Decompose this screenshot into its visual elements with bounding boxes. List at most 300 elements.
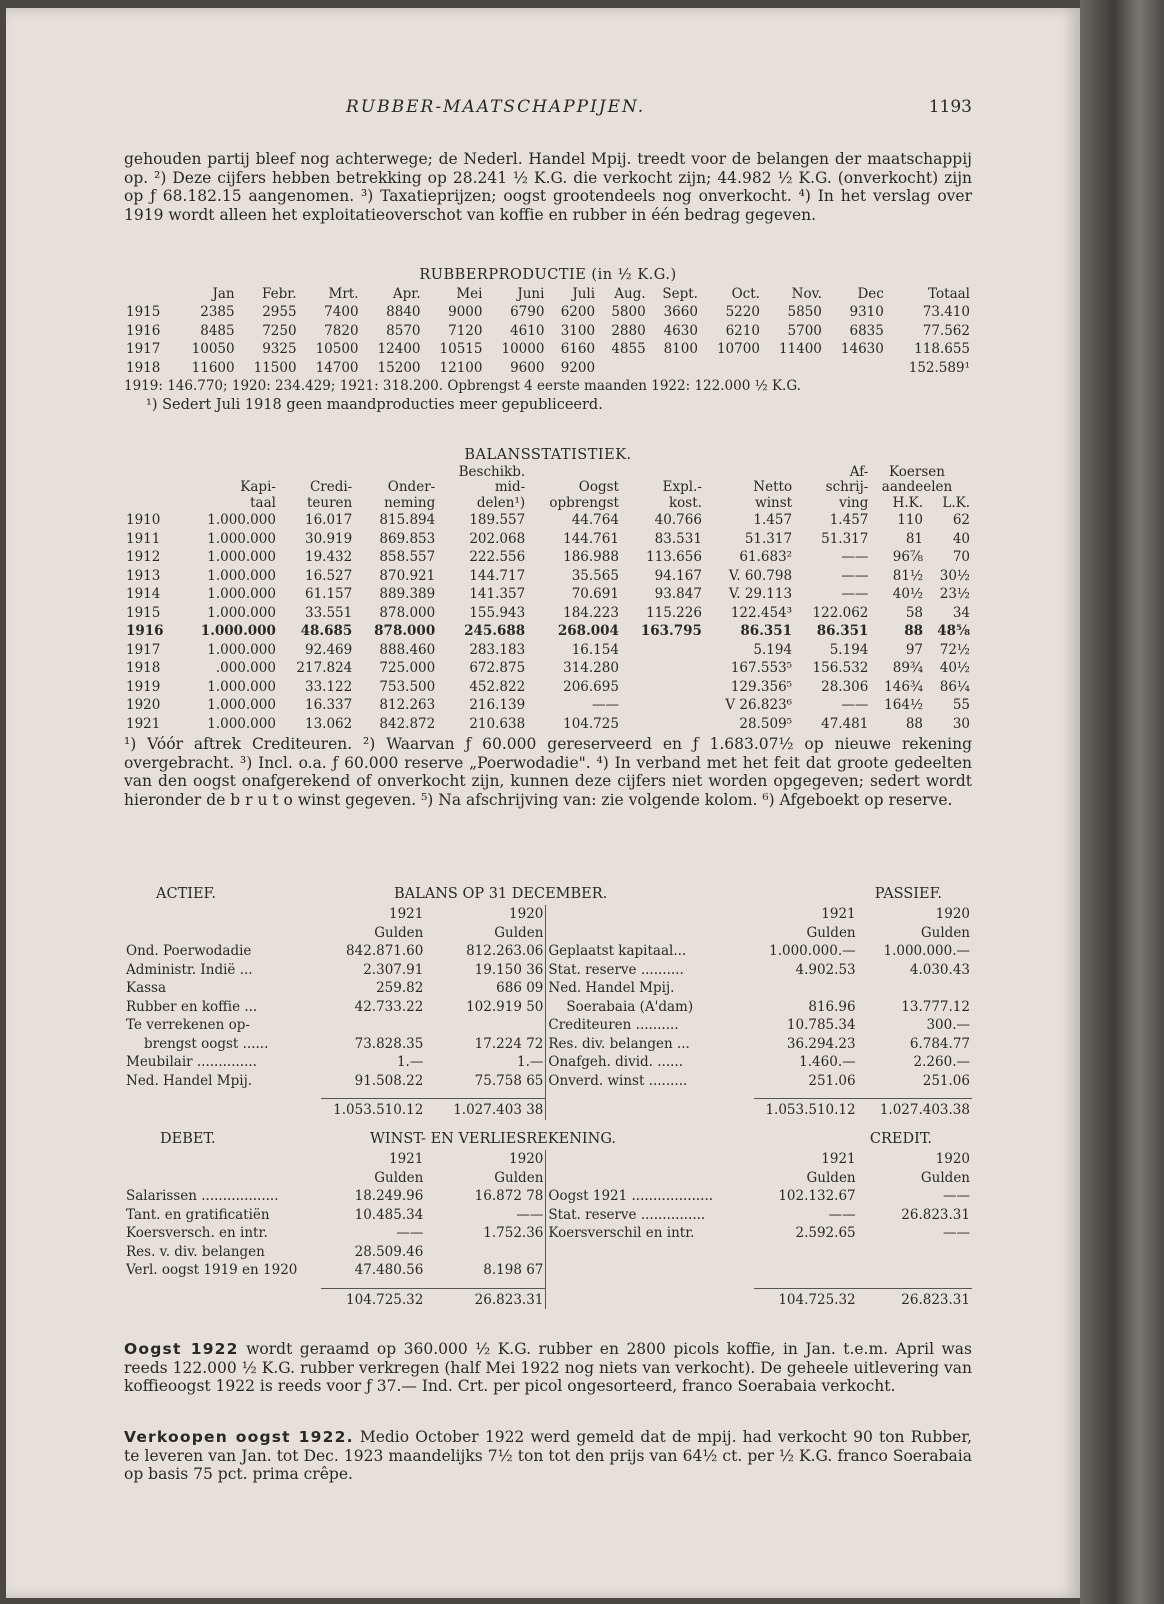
production-header-cell: Aug.	[614, 285, 646, 302]
bs-right-cell: 251.06	[808, 1072, 856, 1089]
pl-right-cell: ——	[828, 1206, 856, 1223]
bs-currency-right-1920: Gulden	[920, 924, 970, 941]
production-cell: 7250	[262, 322, 297, 339]
bs-currency-right-1921: Gulden	[806, 924, 856, 941]
balance-stats-row	[124, 604, 972, 623]
production-section	[124, 266, 972, 414]
balance-stats-section	[124, 446, 972, 809]
balance-stats-header-cell: Expl.- kost.	[662, 479, 702, 511]
production-cell: 7120	[448, 322, 483, 339]
balance-stats-cell: 28.509⁵	[739, 715, 793, 732]
balance-stats-cell: 222.556	[469, 549, 526, 565]
balance-stats-cell: 55	[952, 697, 970, 713]
production-header-cell: Sept.	[662, 285, 698, 302]
production-header-cell: Febr.	[262, 285, 297, 302]
balance-stats-cell: 94.167	[654, 567, 702, 584]
balance-stats-cell: 70.691	[571, 586, 619, 602]
production-cell: 7820	[324, 322, 359, 339]
production-table	[124, 285, 972, 378]
bs-left-cell: 42.733.22	[354, 998, 424, 1015]
balance-stats-cell: 51.317	[821, 530, 869, 547]
bs-left-cell: 102.919 50	[425, 998, 546, 1017]
pl-row	[124, 1187, 972, 1206]
balance-stats-cell: 155.943	[469, 604, 526, 621]
pl-row	[124, 1261, 972, 1280]
production-cell: 6835	[849, 322, 884, 339]
balance-stats-cell: 268.004	[557, 623, 619, 639]
balance-stats-header-cell: Netto winst	[753, 479, 793, 511]
production-header-cell: Oct.	[731, 285, 760, 302]
bs-left-cell	[321, 1016, 425, 1035]
pl-left-cell: 28.509.46	[354, 1243, 424, 1260]
balance-stats-cell: 1916	[126, 623, 164, 639]
bs-total-right-1921: 1.053.510.12	[754, 1099, 858, 1120]
pl-totals-blank	[124, 1288, 321, 1309]
production-cell: 6790	[510, 304, 545, 320]
pl-year-1920-right: 1920	[935, 1151, 970, 1167]
balance-stats-cell: 1.000.000	[207, 641, 276, 658]
balance-stats-cell: 189.557	[469, 512, 526, 528]
balance-stats-cell: 113.656	[646, 549, 702, 565]
pl-left-cell: Res. v. div. belangen	[126, 1243, 265, 1260]
koersen-header: Koersen aandeelen	[881, 463, 953, 495]
balance-stats-cell: 110	[897, 512, 924, 528]
balance-stats-header-cell: Kapi- taal	[240, 479, 276, 511]
bs-right-cell: 4.030.43	[909, 961, 970, 978]
production-cell: 8570	[386, 322, 421, 339]
balance-stats-cell: 48.685	[300, 623, 353, 639]
balance-stats-cell: 210.638	[469, 715, 526, 732]
bs-left-cell: Ned. Handel Mpij.	[126, 1072, 253, 1089]
bs-row	[124, 998, 972, 1017]
production-cell: 15200	[377, 359, 421, 376]
bs-right-cell	[754, 979, 858, 998]
bs-right-cell: Onafgeh. divid. ......	[548, 1054, 683, 1070]
production-cell: 8485	[200, 322, 235, 339]
balance-stats-cell: 1921	[126, 715, 161, 732]
balance-stats-cell: 23½	[939, 586, 970, 602]
balance-stats-cell: 206.695	[563, 678, 619, 695]
balance-stats-cell: 753.500	[379, 678, 436, 695]
production-title: RUBBERPRODUCTIE (in ½ K.G.)	[419, 267, 677, 283]
pl-currency-left-1920: Gulden	[425, 1169, 546, 1188]
pl-left-cell: ——	[425, 1206, 546, 1225]
bs-right-cell: 1.000.000.—	[883, 943, 970, 959]
balance-stats-cell: 40.766	[654, 512, 702, 528]
balance-stats-cell: 34	[952, 604, 970, 621]
balance-stats-cell: 184.223	[563, 604, 619, 621]
pl-spacer-cell	[321, 1280, 425, 1289]
production-cell: 14630	[840, 341, 884, 357]
bs-totals-blank	[124, 1099, 321, 1120]
balance-stats-cell: 19.432	[305, 549, 353, 565]
production-cell: 2880	[611, 322, 646, 339]
bs-left-cell: 2.307.91	[363, 961, 424, 978]
pl-right-cell: Stat. reserve ...............	[548, 1206, 706, 1223]
production-cell: 9600	[510, 359, 545, 376]
balance-stats-header-cell: Oogst opbrengst	[549, 479, 619, 511]
bs-right-cell: 4.902.53	[795, 961, 856, 978]
intro-paragraph: gehouden partij bleef nog achterwege; de Nederl. Handel Mpij. treedt voor de belangen der maatschappij op. ²) Deze cijfers hebben betrekking op 28.241 ½ K.G. die verkocht zijn; 44.982 ½ K.G. (onverkocht) zijn op ƒ 68.182.15 aangenomen. ³) Taxatieprijzen; oogst grootendeels nog onverkocht. ⁴) In het verslag over 1919 wordt alleen het exploitatieoverschot van koffie en rubber in één bedrag gegeven.	[124, 150, 972, 224]
balance-stats-cell: 1.000.000	[207, 586, 276, 602]
pl-left-cell: 8.198 67	[425, 1261, 546, 1280]
production-cell: 6210	[725, 322, 760, 339]
balance-stats-cell: ——	[841, 549, 869, 565]
balance-stats-cell: 1.000.000	[207, 604, 276, 621]
production-cell: 6200	[560, 304, 596, 320]
pl-right-cell	[546, 1261, 754, 1280]
pl-left-cell: 16.872 78	[425, 1187, 546, 1206]
pl-section	[124, 1130, 972, 1309]
pl-right-cell	[858, 1261, 972, 1280]
verkoopen-paragraph	[124, 1428, 972, 1484]
pl-row	[124, 1243, 972, 1262]
balance-stats-cell: 672.875	[469, 660, 526, 676]
balance-stats-cell: 1915	[126, 604, 161, 621]
balance-stats-cell: V. 29.113	[728, 586, 793, 602]
bs-left-cell: 686 09	[425, 979, 546, 998]
balance-stats-cell: 93.847	[654, 586, 702, 602]
balance-stats-cell: 33.551	[305, 604, 353, 621]
balance-stats-row	[124, 530, 972, 549]
production-cell: 5220	[725, 304, 760, 320]
bs-left-cell: 259.82	[376, 980, 424, 996]
bs-right-cell: 816.96	[808, 998, 856, 1015]
pl-total-left-1921: 104.725.32	[321, 1288, 425, 1309]
balance-stats-cell: 115.226	[646, 604, 702, 621]
production-header-cell: Nov.	[791, 285, 822, 302]
balance-stats-cell: 89¾	[892, 660, 924, 676]
balance-stats-cell: ——	[841, 586, 869, 602]
production-header-cell: Apr.	[392, 285, 421, 302]
page-header	[124, 98, 972, 124]
balance-stats-cell: 122.062	[812, 604, 869, 621]
balance-stats-cell: 1.000.000	[207, 567, 276, 584]
production-cell: 11600	[191, 359, 235, 376]
production-note: 1919: 146.770; 1920: 234.429; 1921: 318.200. Opbrengst 4 eerste maanden 1922: 122.000 ½ K.G.	[124, 378, 801, 394]
pl-left-cell: 1.752.36	[425, 1224, 546, 1243]
balance-stats-cell: 81	[905, 530, 924, 547]
balance-stats-cell: 815.894	[379, 512, 436, 528]
production-row	[124, 322, 972, 341]
balance-stats-header-cell: L.K.	[942, 494, 970, 511]
pl-right-cell: 102.132.67	[778, 1188, 856, 1204]
balance-stats-cell: 869.853	[379, 530, 436, 547]
bs-left-cell: 91.508.22	[354, 1072, 424, 1089]
balance-stats-cell: 725.000	[379, 660, 436, 676]
balance-stats-cell: 245.688	[464, 623, 526, 639]
production-cell: 4630	[663, 322, 698, 339]
balance-stats-cell: 58	[905, 604, 924, 621]
balance-stats-cell: 889.389	[379, 586, 436, 602]
production-cell: 3100	[560, 322, 596, 339]
pl-spacer-row	[124, 1280, 972, 1289]
bs-right-cell: 13.777.12	[901, 998, 970, 1015]
bs-year-1921-right: 1921	[821, 906, 856, 922]
bs-left-cell: Administr. Indië ...	[126, 961, 253, 978]
verkoopen-block	[124, 1428, 972, 1484]
balance-stats-cell: 1917	[126, 641, 161, 658]
bs-left-cell: Rubber en koffie ...	[126, 998, 258, 1015]
production-cell: 5800	[611, 304, 646, 320]
bs-right-cell: 1.460.—	[799, 1054, 856, 1070]
bs-currency-left-1920: Gulden	[425, 924, 546, 943]
production-cell: 14700	[315, 359, 359, 376]
balance-stats-cell: 96⅞	[892, 549, 924, 565]
bs-row	[124, 979, 972, 998]
pl-total-left-1920: 26.823.31	[425, 1288, 546, 1309]
bs-left-cell: Meubilair ..............	[126, 1054, 257, 1070]
production-cell: 4855	[611, 341, 646, 357]
balance-stats-cell: 1.457	[753, 512, 793, 528]
bs-row	[124, 1053, 972, 1072]
balance-stats-cell: 44.764	[571, 512, 619, 528]
production-cell: 1916	[126, 322, 161, 339]
balance-stats-cell: 1.000.000	[200, 623, 276, 639]
balance-stats-cell: 16.527	[305, 567, 353, 584]
pl-total-right-1920: 26.823.31	[858, 1288, 972, 1309]
balance-stats-cell: 30.919	[305, 530, 353, 547]
balance-stats-footnotes: ¹) Vóór aftrek Crediteuren. ²) Waarvan ƒ 60.000 gereserveerd en ƒ 1.683.07½ op nieuwe rekening overgebracht. ³) Incl. o.a. ƒ 60.000 reserve „Poerwodadie". ⁴) In verband met het feit dat groote gedeelten van den oogst onafgerekend of onverkocht zijn, kunnen deze cijfers niet worden opgegeven; sedert wordt hieronder de b r u t o winst gegeven. ⁵) Na afschrijving van: zie volgende kolom. ⁶) Afgeboekt op reserve.	[124, 735, 972, 809]
balance-stats-header-cell: H.K.	[892, 494, 924, 511]
balance-stats-row	[124, 678, 972, 697]
balance-stats-cell: 62	[952, 512, 970, 528]
bs-spacer-row	[124, 1090, 972, 1099]
bs-right-cell: 6.784.77	[909, 1035, 970, 1052]
bs-left-cell: Kassa	[126, 980, 167, 996]
balance-stats-cell: 92.469	[305, 641, 353, 658]
balance-stats-cell: 72½	[939, 641, 970, 658]
production-cell	[824, 359, 886, 378]
bs-right-cell: 2.260.—	[913, 1054, 970, 1070]
balance-stats-cell: 40	[952, 530, 970, 547]
production-cell: 1918	[126, 359, 161, 376]
bs-year-1921-left: 1921	[388, 906, 424, 922]
production-cell: 10515	[439, 341, 483, 357]
pl-title: WINST- EN VERLIESREKENING.	[370, 1131, 616, 1147]
balance-stats-cell: 217.824	[296, 660, 353, 676]
bs-right-cell: 1.000.000.—	[769, 943, 856, 959]
balance-stats-cell: 28.306	[821, 678, 869, 695]
actief-label: ACTIEF.	[156, 886, 216, 902]
page-number: 1193	[928, 97, 972, 117]
oogst-block	[124, 1340, 972, 1396]
pl-right-cell	[546, 1243, 754, 1262]
balance-stats-cell: 104.725	[563, 715, 619, 732]
verkoopen-heading: Verkoopen oogst 1922.	[124, 1428, 354, 1446]
balance-stats-header-cell: Credi- teuren	[307, 479, 353, 511]
production-cell: 2955	[262, 304, 297, 320]
production-row	[124, 340, 972, 359]
balance-stats-cell: 81½	[892, 567, 924, 584]
production-cell: 11500	[253, 359, 297, 376]
balance-stats-cell: 1912	[126, 549, 161, 565]
bs-right-cell: Ned. Handel Mpij.	[548, 980, 675, 996]
production-cell: 77.562	[922, 322, 970, 339]
pl-row	[124, 1206, 972, 1225]
balance-stats-cell: 163.795	[640, 623, 702, 639]
balance-stats-cell: 1919	[126, 678, 161, 695]
balance-stats-row	[124, 511, 972, 530]
production-cell	[597, 359, 648, 378]
balance-stats-cell	[621, 678, 704, 697]
bs-right-cell: Geplaatst kapitaal...	[548, 943, 687, 959]
bs-total-right-1920: 1.027.403.38	[858, 1099, 972, 1120]
pl-year-1921-right: 1921	[821, 1151, 856, 1167]
balance-stats-cell: 216.139	[469, 697, 526, 713]
balance-stats-cell: .000.000	[215, 660, 276, 676]
bs-right-cell: 10.785.34	[786, 1017, 856, 1033]
bs-right-cell: 36.294.23	[786, 1035, 856, 1052]
production-cell: 1915	[126, 304, 161, 320]
bs-left-cell: 842.871.60	[346, 943, 424, 959]
bs-year-1920-right: 1920	[935, 906, 970, 922]
production-cell: 2385	[200, 304, 235, 320]
balance-stats-row	[124, 715, 972, 734]
balance-sheet-table	[124, 905, 972, 1120]
balance-stats-cell: 33.122	[305, 678, 353, 695]
balance-stats-cell: 51.317	[744, 530, 793, 547]
production-cell: 7400	[324, 304, 359, 320]
production-cell: 4610	[510, 322, 545, 339]
production-header-cell: Mei	[456, 285, 483, 302]
balance-stats-cell: ——	[841, 567, 869, 584]
balance-stats-cell	[621, 641, 704, 660]
balance-stats-cell: 146¾	[884, 678, 924, 695]
balance-stats-cell: 1910	[126, 512, 161, 528]
bs-spacer-cell	[425, 1090, 546, 1099]
oogst-paragraph	[124, 1340, 972, 1396]
pl-right-cell: 2.592.65	[795, 1225, 856, 1241]
bs-spacer-cell	[858, 1090, 972, 1099]
bs-left-cell: 73.828.35	[354, 1035, 424, 1052]
balance-stats-cell: 16.154	[571, 641, 619, 658]
balance-stats-cell: V 26.823⁶	[725, 697, 793, 713]
production-cell: 6160	[560, 341, 596, 357]
balance-stats-cell: 40½	[939, 660, 970, 676]
balance-stats-cell: 1920	[126, 697, 161, 713]
balance-stats-cell: 30	[952, 715, 970, 732]
production-header-cell: Jan	[212, 285, 235, 302]
production-cell: 12100	[439, 359, 483, 376]
bs-left-cell: 75.758 65	[425, 1072, 546, 1091]
pl-row	[124, 1224, 972, 1243]
production-cell: 10700	[716, 341, 760, 357]
production-header-cell: Dec	[857, 285, 884, 302]
balance-stats-table	[124, 465, 972, 734]
bs-row	[124, 1016, 972, 1035]
pl-left-cell: Tant. en gratificatiën	[126, 1206, 270, 1223]
production-cell: 8100	[663, 341, 698, 357]
balance-stats-cell: 283.183	[469, 641, 526, 658]
pl-right-cell: Koersverschil en intr.	[548, 1225, 695, 1241]
production-cell: 9000	[448, 304, 483, 320]
balance-stats-cell: 5.194	[829, 641, 869, 658]
debet-label: DEBET.	[160, 1131, 216, 1147]
balance-stats-cell: 30½	[939, 567, 970, 584]
balance-stats-cell: 144.717	[469, 567, 526, 584]
book-spine	[1080, 0, 1164, 1604]
bs-spacer-cell	[754, 1090, 858, 1099]
bs-row	[124, 961, 972, 980]
production-cell: 10000	[501, 341, 545, 357]
balance-stats-cell	[621, 696, 704, 715]
balance-stats-cell: 70	[952, 549, 970, 565]
balance-stats-cell: 1.000.000	[207, 512, 276, 528]
balance-stats-cell: 888.460	[379, 641, 436, 658]
bs-left-cell: 1.—	[396, 1054, 424, 1070]
balance-stats-row	[124, 622, 972, 641]
production-header-cell	[124, 285, 175, 304]
balance-stats-cell	[621, 715, 704, 734]
balance-stats-cell: 202.068	[469, 530, 526, 547]
balance-stats-cell: 88	[905, 715, 924, 732]
pl-total-right-1921: 104.725.32	[754, 1288, 858, 1309]
production-row	[124, 303, 972, 322]
bs-total-left-1920: 1.027.403 38	[425, 1099, 546, 1120]
balance-stats-cell: 452.822	[469, 678, 526, 695]
bs-left-cell	[425, 1016, 546, 1035]
pl-right-cell: Oogst 1921 ...................	[548, 1188, 714, 1204]
production-cell: 9200	[560, 359, 596, 376]
balance-stats-cell: 1.000.000	[207, 697, 276, 713]
bs-left-cell: 1.—	[425, 1053, 546, 1072]
production-cell: 1917	[126, 341, 161, 357]
balance-stats-cell	[621, 659, 704, 678]
verkoopen-text: Medio October 1922 werd gemeld dat de mpij. had verkocht 90 ton Rubber, te leveren van Jan. tot Dec. 1923 maandelijks 7½ ton tot den prijs van 64½ ct. per ½ K.G. franco Soerabaia op basis 75 pct. prima crêpe.	[124, 1428, 972, 1483]
bs-right-cell: 251.06	[922, 1072, 970, 1089]
bs-currency-left-1921: Gulden	[374, 924, 424, 941]
balance-stats-cell: 129.356⁵	[730, 678, 793, 695]
production-cell: 8840	[386, 304, 421, 320]
balance-stats-cell: 878.000	[379, 604, 436, 621]
balance-stats-row	[124, 548, 972, 567]
pl-right-cell	[754, 1261, 858, 1280]
balance-stats-cell: 61.157	[305, 586, 353, 602]
pl-currency-right-1920: Gulden	[920, 1169, 970, 1186]
bs-right-cell: Stat. reserve ..........	[548, 961, 684, 978]
pl-currency-right-1921: Gulden	[806, 1169, 856, 1186]
bs-spacer-cell	[321, 1090, 425, 1099]
oogst-text: wordt geraamd op 360.000 ½ K.G. rubber en 2800 picols koffie, in Jan. t.e.m. April was reeds 122.000 ½ K.G. rubber verkregen (half Mei 1922 nog niets van verkocht). De geheele uitlevering van koffieoogst 1922 is reeds voor ƒ 37.— Ind. Crt. per picol ongesorteerd, franco Soerabaia verkocht.	[124, 1340, 972, 1395]
balance-stats-cell: 1.000.000	[207, 715, 276, 732]
balance-stats-row	[124, 659, 972, 678]
balance-stats-cell: 47.481	[821, 715, 869, 732]
balance-stats-cell: 86.351	[740, 623, 793, 639]
balance-stats-cell: 97	[905, 641, 924, 658]
production-cell: 152.589¹	[908, 359, 970, 376]
balance-stats-cell: 1918	[126, 660, 161, 676]
production-header-cell: Juni	[517, 285, 545, 302]
balance-stats-row	[124, 641, 972, 660]
balance-sheet-section	[124, 885, 972, 1120]
bs-totals-row	[124, 1099, 972, 1120]
oogst-heading: Oogst 1922	[124, 1340, 239, 1358]
pl-totals-blank	[546, 1288, 754, 1309]
bs-row	[124, 942, 972, 961]
production-header-cell: Mrt.	[328, 285, 359, 302]
balance-stats-cell: 1913	[126, 567, 161, 584]
production-cell: 11400	[778, 341, 822, 357]
bs-left-cell: 19.150 36	[425, 961, 546, 980]
pl-currency-left-1921: Gulden	[374, 1169, 424, 1186]
bs-right-cell: Soerabaia (A'dam)	[566, 998, 694, 1015]
pl-left-cell: 10.485.34	[354, 1206, 424, 1223]
balance-stats-cell: 167.553⁵	[730, 660, 793, 676]
pl-spacer-cell	[754, 1280, 858, 1289]
balance-stats-title: BALANSSTATISTIEK.	[464, 447, 632, 463]
balance-stats-cell: 156.532	[812, 660, 869, 676]
